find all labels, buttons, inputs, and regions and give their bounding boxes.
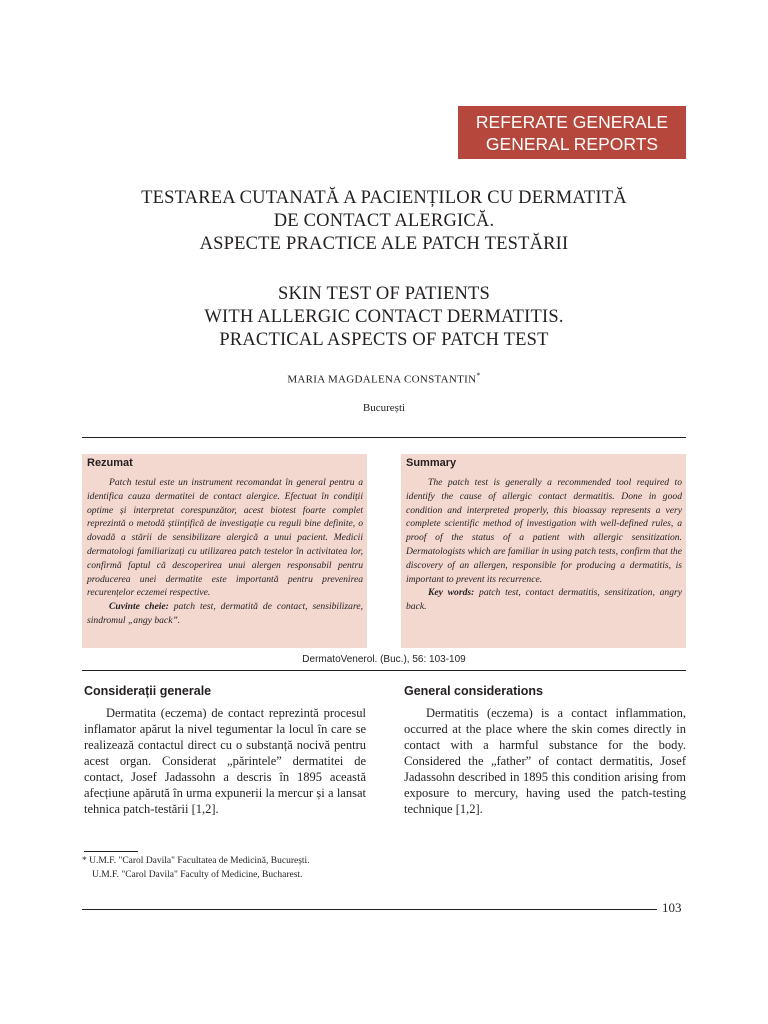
author-name: MARIA MAGDALENA CONSTANTIN	[287, 373, 477, 386]
footnote-divider	[84, 851, 138, 852]
footnote-en: U.M.F. "Carol Davila" Faculty of Medicine, Bucharest.	[92, 870, 303, 880]
abstract-ro-heading: Rezumat	[87, 457, 133, 469]
section-ro-body	[84, 705, 366, 817]
section-en-heading: General considerations	[404, 684, 543, 698]
footnote-ro: * U.M.F. "Carol Davila" Facultatea de Medicină, București.	[82, 856, 310, 866]
footer-divider	[82, 909, 657, 910]
abstract-divider	[82, 670, 686, 671]
author-affiliation-city: București	[362, 402, 406, 414]
section-ro-paragraph: Dermatita (eczema) de contact reprezintă procesul inflamator apărut la nivel tegumentar la locul în care se realizează contactul direct cu o substanță nocivă pentru acest organ. Considerat „părintele” dermatitei de contact, Josef Jadassohn a descris în 1895 această afecțiune apărută în urma expunerii la mercur și a lansat tehnica patch-testării [1,2].	[84, 706, 366, 816]
abstract-ro-keywords-label: Cuvinte cheie:	[109, 601, 169, 613]
section-label-en: GENERAL REPORTS	[485, 134, 659, 154]
abstract-ro-body	[87, 476, 363, 628]
abstract-en-keywords-list: patch test, contact dermatitis, sensitization, angry back.	[406, 587, 682, 613]
abstract-ro-text: Patch testul este un instrument recomandat în general pentru a identifica cauza dermatitei de contact alergice. Efectuat în condiții optime și interpretat corespunzător, acest biotest foarte complet reprezintă o metodă științifică de investigație cu reguli bine definite, o dovadă a stării de sensibilizare alergică a unui pacient. Medicii dermatologi familiarizați cu utilizarea patch testelor în activitatea lor, confirmă faptul că descoperirea unui alergen responsabil pentru producerea unei dermatite este importantă pentru prevenirea recurențelor eczemei respective.	[87, 477, 363, 599]
section-ro-heading: Considerații generale	[84, 684, 212, 698]
section-label-ro: REFERATE GENERALE	[475, 112, 669, 132]
abstract-ro-box	[82, 454, 367, 648]
header-divider	[82, 437, 686, 438]
section-banner	[458, 106, 686, 159]
title-english	[0, 283, 768, 352]
title-en-line-1: SKIN TEST OF PATIENTS	[277, 284, 491, 304]
title-ro-line-2: DE CONTACT ALERGICĂ.	[273, 211, 495, 231]
title-en-line-3: PRACTICAL ASPECTS OF PATCH TEST	[219, 330, 549, 350]
abstract-en-keywords-label: Key words:	[428, 587, 475, 599]
abstract-en-keywords	[406, 586, 682, 614]
journal-citation: DermatoVenerol. (Buc.), 56: 103-109	[302, 654, 466, 665]
section-en-body	[404, 705, 686, 817]
abstract-en-text: The patch test is generally a recommended tool required to identify the cause of allergic contact dermatitis. Done in good condition and interpreted properly, this bioassay represents a very complete scientific method of investigation with well-defined rules, a proof of the status of a patient with allergic sensitization. Dermatologists which are familiar in using patch tests, confirm that the discovery of an allergen, responsible for producing a dermatitis, is important to prevent its recurrence.	[406, 477, 682, 585]
section-en-paragraph: Dermatitis (eczema) is a contact inflammation, occurred at the place where the skin comes directly in contact with a harmful substance for the body. Considered the „father” of contact dermatitis, Josef Jadassohn described in 1895 this condition arising from exposure to mercury, having used the patch-testing technique [1,2].	[404, 706, 686, 816]
abstract-en-heading: Summary	[406, 457, 457, 469]
title-romanian	[0, 187, 768, 256]
abstract-en-body	[406, 476, 682, 614]
author-footnote-mark: *	[476, 371, 481, 380]
title-en-line-2: WITH ALLERGIC CONTACT DERMATITIS.	[204, 307, 564, 327]
abstract-en-box	[401, 454, 686, 648]
page-number: 103	[662, 900, 682, 915]
abstract-ro-keywords-list: patch test, dermatită de contact, sensibilizare, sindromul „angy back”.	[87, 601, 363, 626]
abstract-ro-keywords	[87, 600, 363, 628]
author-line	[0, 371, 768, 386]
title-ro-line-3: ASPECTE PRACTICE ALE PATCH TESTĂRII	[199, 234, 569, 254]
title-ro-line-1: TESTAREA CUTANATĂ A PACIENȚILOR CU DERMATITĂ	[141, 188, 627, 208]
